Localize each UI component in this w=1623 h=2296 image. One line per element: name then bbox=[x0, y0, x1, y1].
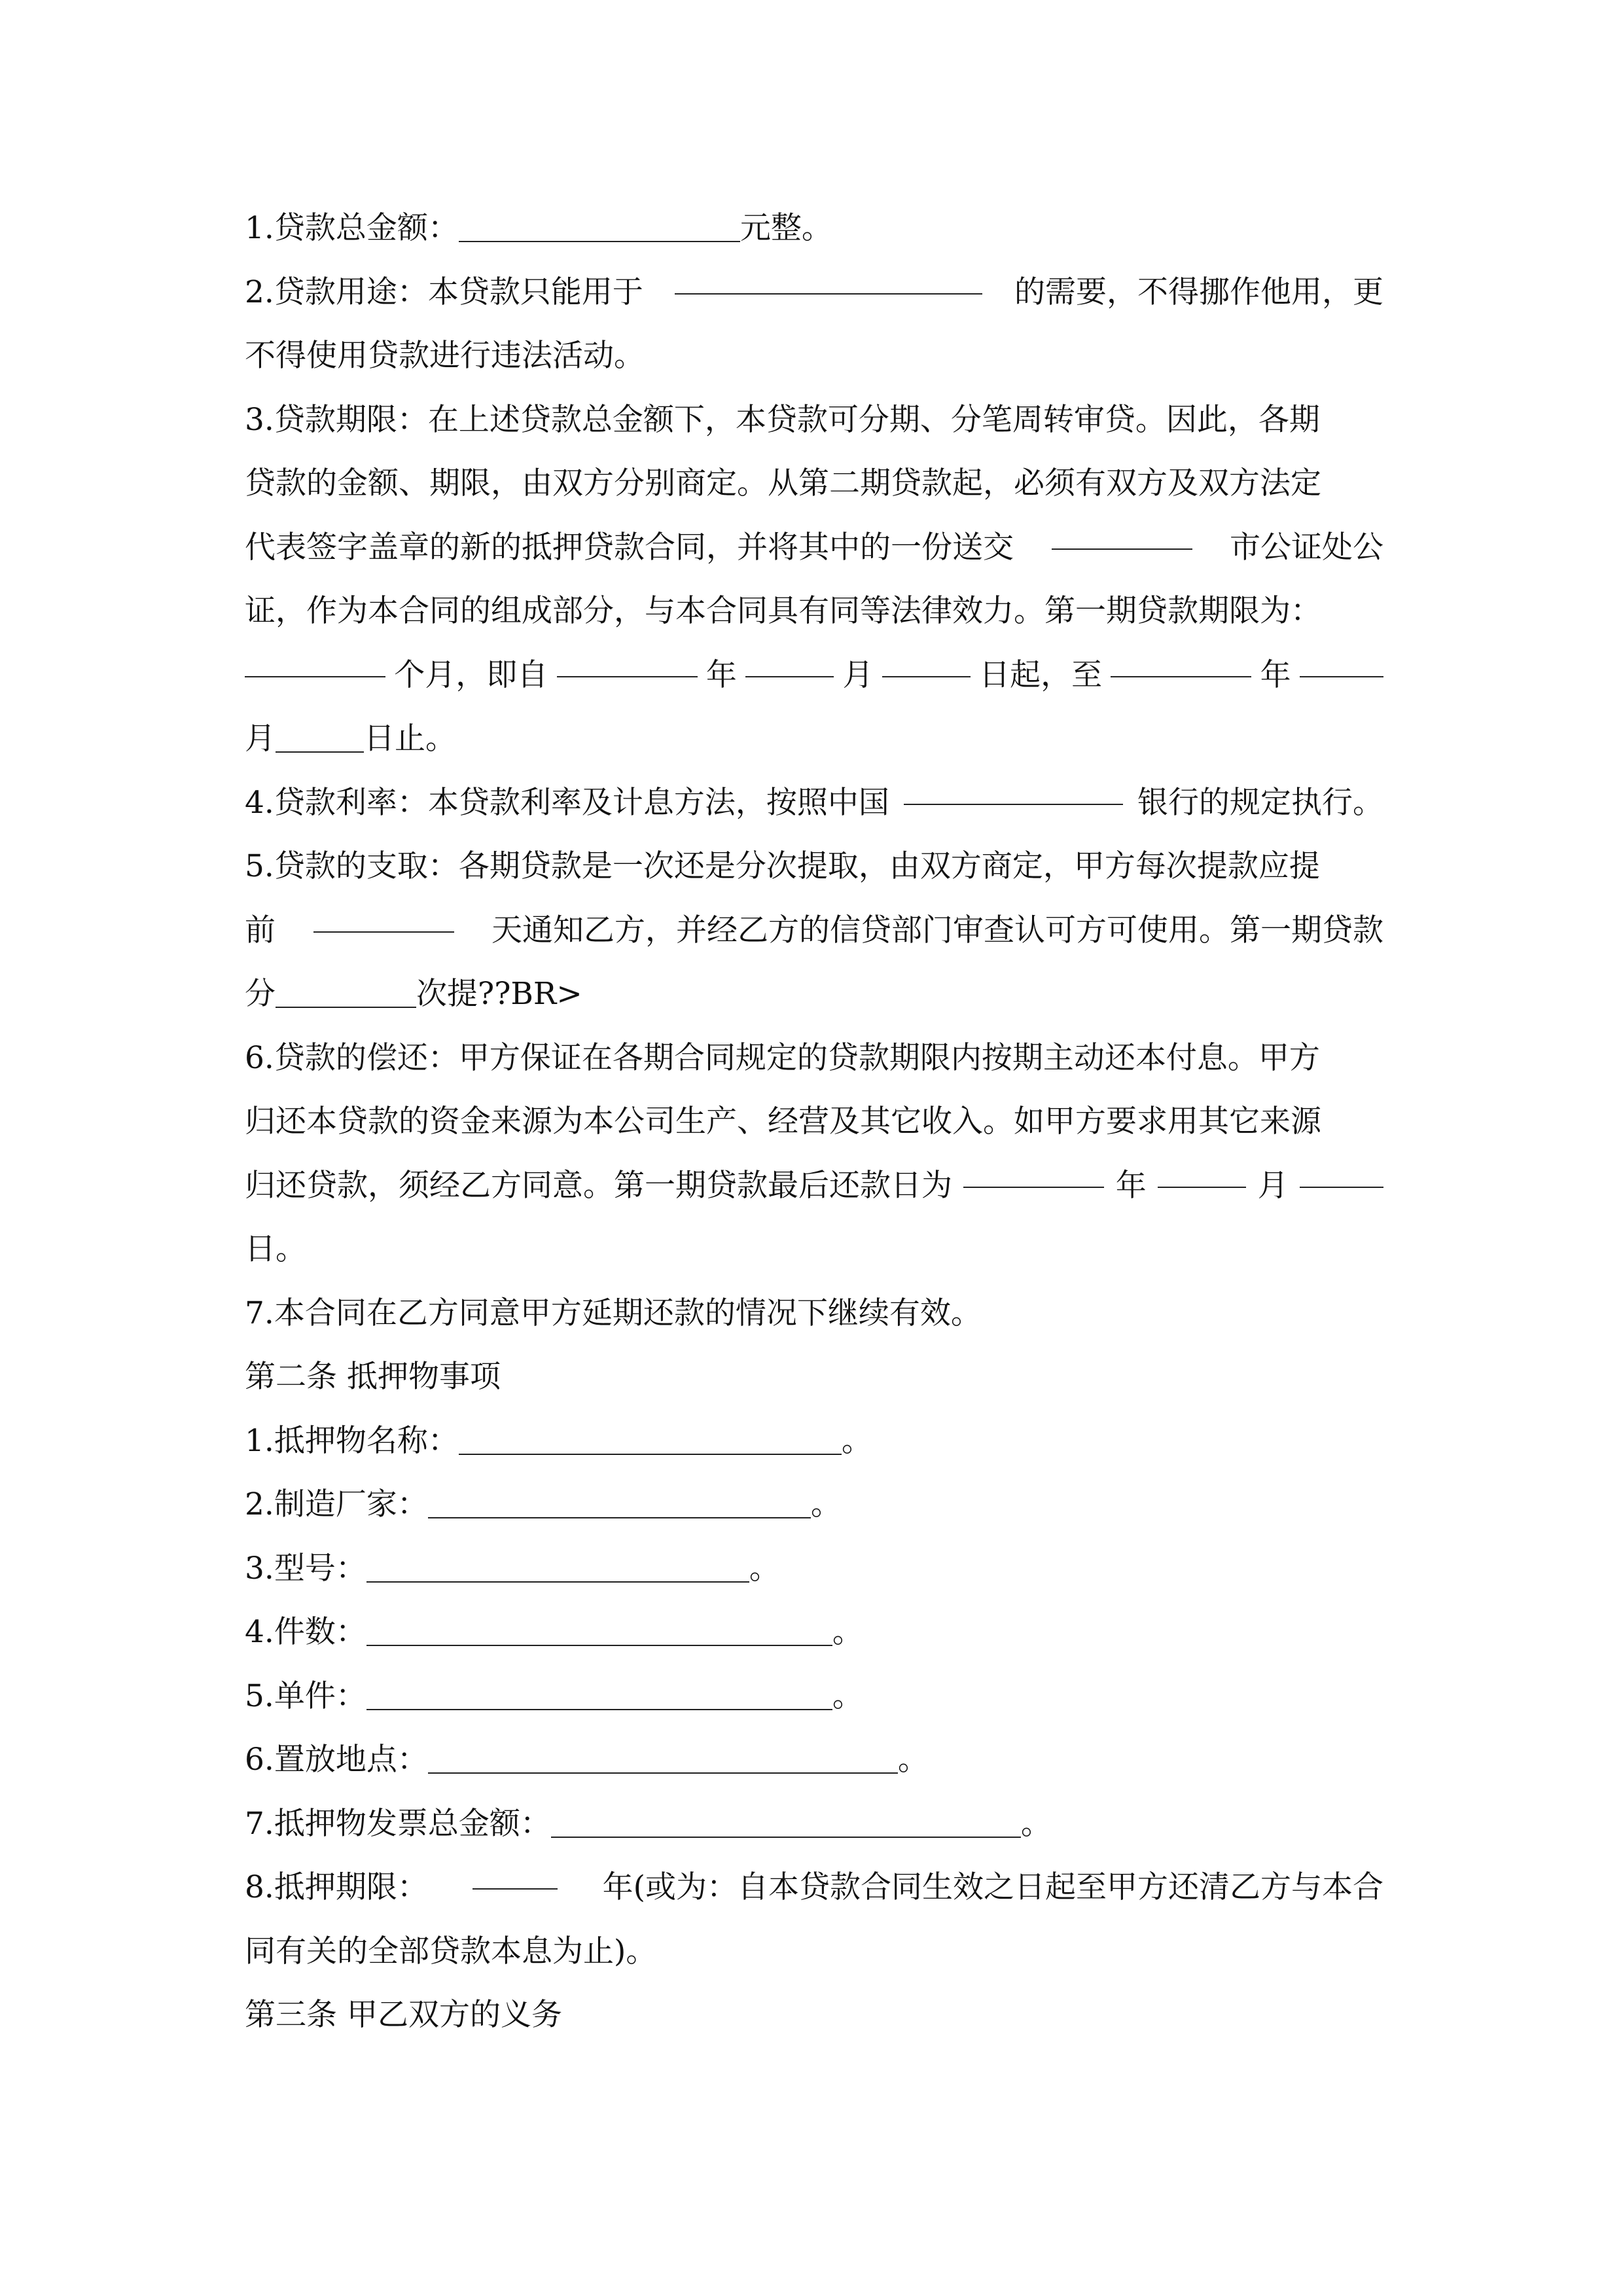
loan-term-line-2 bbox=[245, 452, 1383, 516]
period-mark: 。 bbox=[897, 1742, 929, 1778]
loan-term-text-5c: 月 bbox=[842, 656, 874, 693]
invoice-label: 7.抵押物发票总金额： bbox=[245, 1805, 551, 1842]
withdrawal-text-3a: 分 bbox=[245, 976, 276, 1012]
extension-line bbox=[245, 1282, 1383, 1346]
start-year-blank[interactable] bbox=[557, 643, 698, 677]
loan-purpose-line bbox=[245, 260, 1383, 325]
loan-term-line-4 bbox=[245, 579, 1383, 643]
loan-purpose-text-2: 不得使用贷款进行违法活动。 bbox=[245, 338, 645, 374]
loan-amount-line bbox=[245, 196, 1383, 260]
article-2-title: 第二条 抵押物事项 bbox=[245, 1359, 501, 1395]
loan-term-line-3 bbox=[245, 516, 1383, 580]
start-day-blank[interactable] bbox=[882, 643, 971, 677]
period-mark: 。 bbox=[841, 1422, 872, 1459]
interest-text-a: 4.贷款利率：本贷款利率及计息方法，按照中国 bbox=[245, 784, 889, 821]
withdrawal-times-blank[interactable] bbox=[276, 974, 416, 1008]
collateral-name-label: 1.抵押物名称： bbox=[245, 1422, 459, 1459]
count-line bbox=[245, 1600, 1383, 1664]
loan-purpose-line-2 bbox=[245, 324, 1383, 388]
article-3-heading bbox=[245, 1983, 1383, 2047]
loan-term-text-6b: 日止。 bbox=[364, 721, 456, 757]
pledge-term-text-2: 同有关的全部贷款本息为止)。 bbox=[245, 1933, 657, 1969]
withdrawal-text-2b: 天通知乙方，并经乙方的信贷部门审查认可方可使用。第一期贷款 bbox=[491, 912, 1383, 948]
loan-amount-label: 1.贷款总金额： bbox=[245, 210, 459, 246]
manufacturer-label: 2.制造厂家： bbox=[245, 1486, 428, 1522]
loan-term-text-6a: 月 bbox=[245, 721, 276, 757]
manufacturer-blank[interactable] bbox=[428, 1484, 811, 1518]
notice-days-blank[interactable] bbox=[313, 899, 454, 933]
repayment-text-3c: 月 bbox=[1257, 1167, 1289, 1204]
loan-term-text-1: 3.贷款期限：在上述贷款总金额下，本贷款可分期、分笔周转审贷。因此，各期 bbox=[245, 401, 1320, 438]
manufacturer-line bbox=[245, 1473, 1383, 1537]
loan-term-text-2: 贷款的金额、期限，由双方分别商定。从第二期贷款起，必须有双方及双方法定 bbox=[245, 465, 1321, 501]
end-year-blank[interactable] bbox=[1111, 643, 1251, 677]
unit-line bbox=[245, 1664, 1383, 1729]
final-day-blank[interactable] bbox=[1300, 1154, 1383, 1188]
repayment-line-1 bbox=[245, 1026, 1383, 1090]
article-2-heading bbox=[245, 1345, 1383, 1409]
repayment-line-4 bbox=[245, 1217, 1383, 1282]
final-month-blank[interactable] bbox=[1158, 1154, 1246, 1188]
final-year-blank[interactable] bbox=[963, 1154, 1104, 1188]
invoice-line bbox=[245, 1792, 1383, 1856]
period-mark: 。 bbox=[1020, 1805, 1052, 1842]
loan-amount-blank[interactable] bbox=[459, 208, 740, 242]
repayment-text-3b: 年 bbox=[1115, 1167, 1147, 1204]
loan-purpose-blank[interactable] bbox=[675, 260, 982, 295]
pledge-term-line-1 bbox=[245, 1856, 1383, 1920]
notary-city-blank[interactable] bbox=[1052, 516, 1192, 550]
pledge-years-blank[interactable] bbox=[473, 1856, 558, 1890]
extension-text: 7.本合同在乙方同意甲方延期还款的情况下继续有效。 bbox=[245, 1295, 982, 1331]
withdrawal-line-3 bbox=[245, 962, 1383, 1026]
interest-line bbox=[245, 771, 1383, 835]
period-mark: 。 bbox=[832, 1614, 863, 1650]
period-mark: 。 bbox=[832, 1677, 863, 1714]
loan-term-text-3b: 市公证处公 bbox=[1230, 529, 1383, 565]
loan-term-text-4: 证，作为本合同的组成部分，与本合同具有同等法律效力。第一期贷款期限为： bbox=[245, 593, 1321, 629]
repayment-line-2 bbox=[245, 1090, 1383, 1154]
pledge-term-text: 年(或为：自本贷款合同生效之日起至甲方还清乙方与本合 bbox=[602, 1869, 1383, 1905]
end-day-blank[interactable] bbox=[276, 719, 364, 753]
model-line bbox=[245, 1537, 1383, 1601]
period-mark: 。 bbox=[749, 1550, 780, 1587]
loan-term-line-6 bbox=[245, 707, 1383, 771]
model-label: 3.型号： bbox=[245, 1550, 366, 1587]
repayment-text-1: 6.贷款的偿还：甲方保证在各期合同规定的贷款期限内按期主动还本付息。甲方 bbox=[245, 1039, 1320, 1076]
contract-body bbox=[245, 196, 1383, 2047]
location-line bbox=[245, 1728, 1383, 1792]
collateral-name-blank[interactable] bbox=[459, 1421, 842, 1455]
invoice-blank[interactable] bbox=[551, 1804, 1021, 1838]
location-label: 6.置放地点： bbox=[245, 1742, 428, 1778]
article-3-title: 第三条 甲乙双方的义务 bbox=[245, 1997, 562, 2033]
loan-term-line-1 bbox=[245, 388, 1383, 452]
repayment-text-4: 日。 bbox=[245, 1231, 306, 1267]
withdrawal-text-1: 5.贷款的支取：各期贷款是一次还是分次提取，由双方商定，甲方每次提款应提 bbox=[245, 848, 1320, 884]
repayment-text-3a: 归还贷款，须经乙方同意。第一期贷款最后还款日为 bbox=[245, 1167, 952, 1204]
repayment-text-2: 归还本贷款的资金来源为本公司生产、经营及其它收入。如甲方要求用其它来源 bbox=[245, 1103, 1321, 1139]
unit-label: 5.单件： bbox=[245, 1677, 366, 1714]
loan-term-text-5a: 个月，即自 bbox=[394, 656, 548, 693]
loan-term-text-5e: 年 bbox=[1260, 656, 1291, 693]
withdrawal-line-2 bbox=[245, 899, 1383, 963]
period-mark: 。 bbox=[810, 1486, 842, 1522]
pledge-term-line-2 bbox=[245, 1920, 1383, 1984]
collateral-name-line bbox=[245, 1409, 1383, 1473]
loan-term-line-5 bbox=[245, 643, 1383, 708]
loan-term-text-3a: 代表签字盖章的新的抵押贷款合同，并将其中的一份送交 bbox=[245, 529, 1014, 565]
withdrawal-line-1 bbox=[245, 834, 1383, 899]
loan-term-text-5b: 年 bbox=[705, 656, 737, 693]
bank-name-blank[interactable] bbox=[904, 771, 1123, 805]
loan-amount-suffix: 元整。 bbox=[740, 210, 832, 246]
loan-purpose-text: 的需要，不得挪作他用，更 bbox=[1014, 274, 1383, 310]
pledge-term-label: 8.抵押期限： bbox=[245, 1869, 428, 1905]
loan-purpose-label: 2.贷款用途：本贷款只能用于 bbox=[245, 274, 643, 310]
withdrawal-text-3b: 次提??BR> bbox=[416, 976, 582, 1012]
unit-blank[interactable] bbox=[366, 1676, 832, 1710]
count-blank[interactable] bbox=[366, 1612, 832, 1646]
interest-text-b: 银行的规定执行。 bbox=[1137, 784, 1383, 821]
model-blank[interactable] bbox=[366, 1549, 749, 1583]
loan-term-text-5d: 日起，至 bbox=[979, 656, 1103, 693]
term-months-blank[interactable] bbox=[245, 643, 385, 677]
repayment-line-3 bbox=[245, 1154, 1383, 1218]
withdrawal-text-2a: 前 bbox=[245, 912, 276, 948]
start-month-blank[interactable] bbox=[745, 643, 834, 677]
location-blank[interactable] bbox=[428, 1740, 898, 1774]
count-label: 4.件数： bbox=[245, 1614, 366, 1650]
end-month-blank[interactable] bbox=[1300, 643, 1383, 677]
